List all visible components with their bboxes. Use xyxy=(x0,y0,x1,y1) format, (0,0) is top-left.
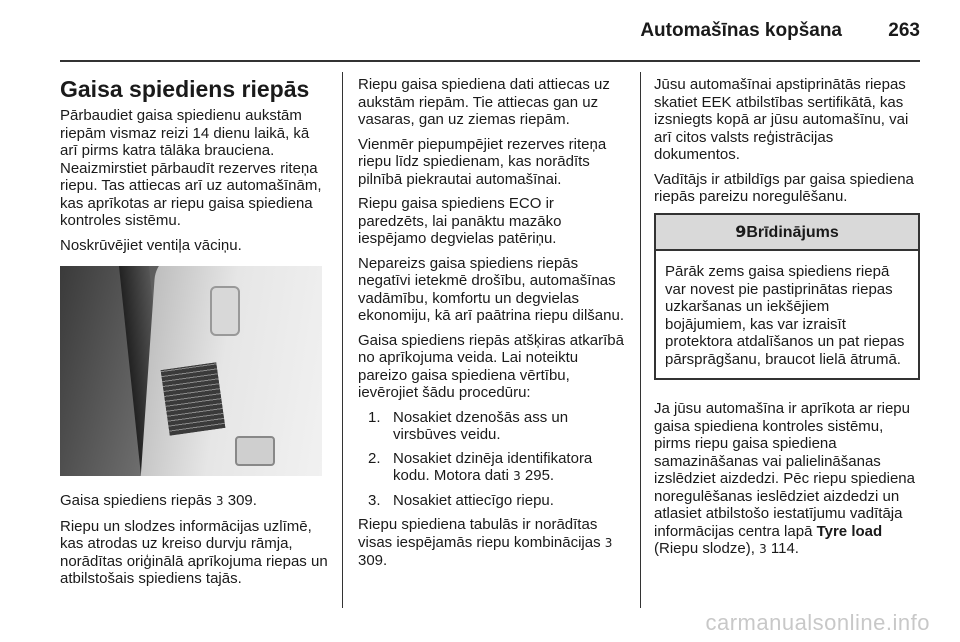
tyre-pressure-label-shape xyxy=(161,362,226,435)
warning-header: 9Brīdinājums xyxy=(656,215,918,252)
procedure-list xyxy=(358,409,626,510)
door-hinge-shape xyxy=(210,286,240,336)
paragraph: Vadītājs ir atbildīgs par gaisa spiediena riepās pareizu noregulēšanu. xyxy=(654,170,914,205)
section-heading: Gaisa spiediens riepās xyxy=(60,76,310,102)
paragraph: Riepu gaisa spiediens ECO ir paredzēts, lai panāktu mazāko iespējamo degvielas patēriņu. xyxy=(358,195,562,247)
list-item: 3. Nosakiet attiecīgo riepu. xyxy=(368,491,554,509)
paragraph: Vienmēr piepumpējiet rezerves riteņa riepu līdz spiedienam, kas norādīts pilnībā piekrautai automašīnai. xyxy=(358,135,607,188)
paragraph: Pārbaudiet gaisa spiedienu aukstām riepām vismaz reizi 14 dienu laikā, kā arī pirms katra tālāka brauciena. Neaizmirstiet pārbaudīt rezerves riteņa riepu. Tas attiecas arī uz automašīnām, kas aprīkotas ar riepu gaisa spiediena kontroles sistēmu. xyxy=(60,107,322,229)
page-ref-icon: 3 xyxy=(604,535,613,550)
column-1 xyxy=(60,76,328,595)
column-3 xyxy=(654,76,920,566)
paragraph: Jūsu automašīnai apstiprinātās riepas skatiet EEK atbilstības sertifikātā, kas izsniegts kopā ar jūsu automašīnu, vai arī citos valsts reģistrācijas dokumentos. xyxy=(654,76,909,163)
column-divider-1 xyxy=(342,72,343,608)
paragraph: Ja jūsu automašīna ir aprīkota ar riepu gaisa spiediena kontroles sistēmu, pirms riepu gaisa spiediena samazināšanas vai palielināšanas izslēdziet aizdedzi. Pēc riepu spiediena noregulēšanas ieslēdziet aizdedzi un atlasiet atbilstošo iestatījumu vadītāja informācijas centra lapā Tyre load (Riepu slodze), 3 114. xyxy=(654,400,915,557)
warning-text: Pārāk zems gaisa spiediens riepā var novest pie pastiprinātas riepas uzkaršanas un iekšējiem bojājumiem, kas var izraisīt protektora atdalīšanos un pat riepas pārsprāgšanu, braucot lielā ātrumā. xyxy=(665,263,905,368)
door-frame-photo xyxy=(60,266,322,476)
page-ref-icon: 3 xyxy=(513,469,521,483)
warning-triangle-icon: 9 xyxy=(735,221,747,241)
list-item: 2. Nosakiet dzinēja identifikatora kodu. Motora dati 3 295. xyxy=(368,449,593,484)
page-ref-icon: 3 xyxy=(215,494,224,508)
header-rule xyxy=(60,60,920,62)
page-header xyxy=(60,14,920,54)
column-2 xyxy=(358,76,626,577)
paragraph: Riepu gaisa spiediena dati attiecas uz aukstām riepām. Tie attiecas gan uz vasaras, gan uz ziemas riepām. xyxy=(358,76,610,128)
watermark: carmanualsonline.info xyxy=(705,610,930,635)
paragraph: Riepu spiediena tabulās ir norādītas visas iespējamās riepu kombinācijas 3 309. xyxy=(358,516,613,569)
page-ref-icon: 3 xyxy=(759,542,767,556)
column-divider-2 xyxy=(640,72,641,608)
list-item: 1. Nosakiet dzenošās ass un virsbūves veidu. xyxy=(368,408,569,443)
paragraph: Gaisa spiediens riepās atšķiras atkarībā no aprīkojuma veida. Lai noteiktu pareizo gaisa spiediena vērtību, ievērojiet šādu procedūru: xyxy=(358,331,624,401)
warning-box xyxy=(654,213,920,381)
door-striker-shape xyxy=(235,436,275,466)
paragraph: Riepu un slodzes informācijas uzlīmē, kas atrodas uz kreiso durvju rāmja, norādītas oriģinālā aprīkojuma riepas un atbilstošais spiediens tajās. xyxy=(60,517,328,587)
paragraph: Nepareizs gaisa spiediens riepās negatīvi ietekmē drošību, automašīnas vadāmību, komfortu un degvielas ekonomiju, kā arī paātrina riepu dilšanu. xyxy=(358,254,624,324)
paragraph: Noskrūvējiet ventiļa vāciņu. xyxy=(60,236,242,254)
paragraph: Gaisa spiediens riepās 3 309. xyxy=(60,492,257,509)
section-title: Automašīnas kopšana xyxy=(640,20,842,41)
page-number: 263 xyxy=(888,20,920,41)
